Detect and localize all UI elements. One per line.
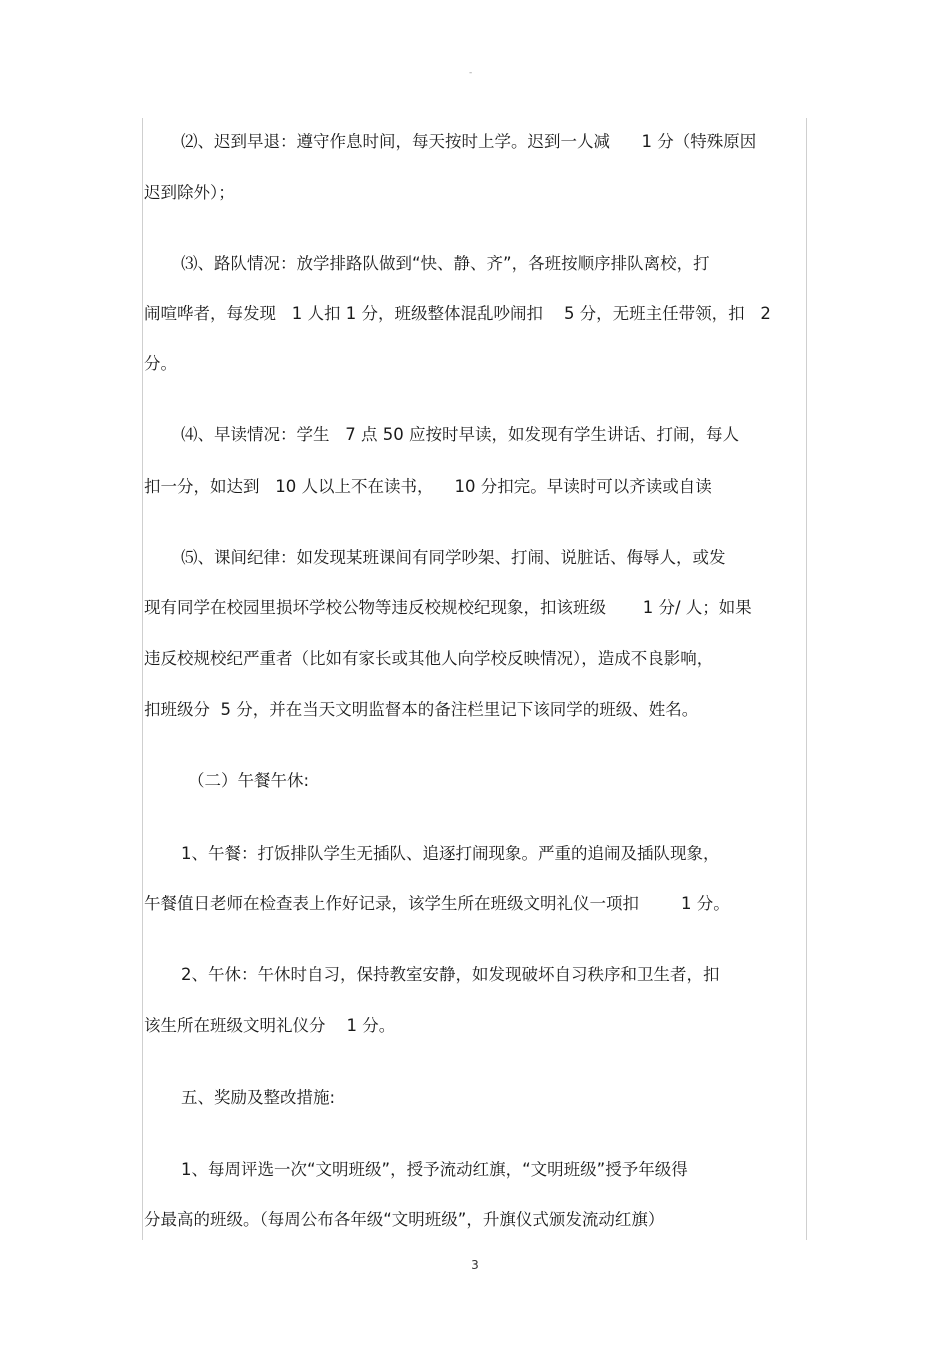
paragraph-line: 违反校规校纪严重者（比如有家长或其他人向学校反映情况），造成不良影响，	[144, 649, 714, 668]
page-number: 3	[471, 1258, 479, 1272]
paragraph-line: ⑸、课间纪律：如发现某班课间有同学吵架、打闹、说脏话、侮辱人，或发	[181, 548, 726, 567]
paragraph-line: ⑶、路队情况：放学排路队做到“快、静、齐”，各班按顺序排队离校，打	[181, 254, 710, 273]
paragraph-line: ⑷、早读情况：学生 7 点 50 应按时早读，如发现有学生讲话、打闹，每人	[181, 425, 739, 444]
paragraph-line: 扣一分，如达到 10 人以上不在读书， 10 分扣完。早读时可以齐读或自读	[144, 477, 712, 496]
paragraph-line: 该生所在班级文明礼仪分 1 分。	[144, 1016, 396, 1035]
paragraph-line: 分。	[144, 354, 177, 373]
section-heading: （二）午餐午休:	[188, 771, 310, 790]
paragraph-line: 2、午休：午休时自习，保持教室安静，如发现破坏自习秩序和卫生者，扣	[181, 965, 720, 984]
paragraph-line: ⑵、迟到早退：遵守作息时间，每天按时上学。迟到一人减 1 分（特殊原因	[181, 132, 757, 151]
paragraph-line: 扣班级分 5 分，并在当天文明监督本的备注栏里记下该同学的班级、姓名。	[144, 700, 699, 719]
paragraph-line: 午餐值日老师在检查表上作好记录，该学生所在班级文明礼仪一项扣 1 分。	[144, 894, 730, 913]
paragraph-line: 1、每周评选一次“文明班级”，授予流动红旗，“文明班级”授予年级得	[181, 1160, 688, 1179]
header-mark: -	[469, 68, 473, 78]
paragraph-line: 闹喧哗者，每发现 1 人扣 1 分，班级整体混乱吵闹扣 5 分，无班主任带领，扣 2	[144, 304, 771, 323]
paragraph-line: 分最高的班级。（每周公布各年级“文明班级”，升旗仪式颁发流动红旗）	[144, 1210, 665, 1229]
paragraph-line: 迟到除外）；	[144, 183, 235, 202]
section-heading: 五、奖励及整改措施:	[181, 1088, 336, 1107]
paragraph-line: 现有同学在校园里损坏学校公物等违反校规校纪现象，扣该班级 1 分/ 人；如果	[144, 598, 752, 617]
page-margin-rule-right	[806, 118, 807, 1240]
paragraph-line: 1、午餐：打饭排队学生无插队、追逐打闹现象。严重的追闹及插队现象，	[181, 844, 720, 863]
page-margin-rule-left	[142, 118, 143, 1240]
